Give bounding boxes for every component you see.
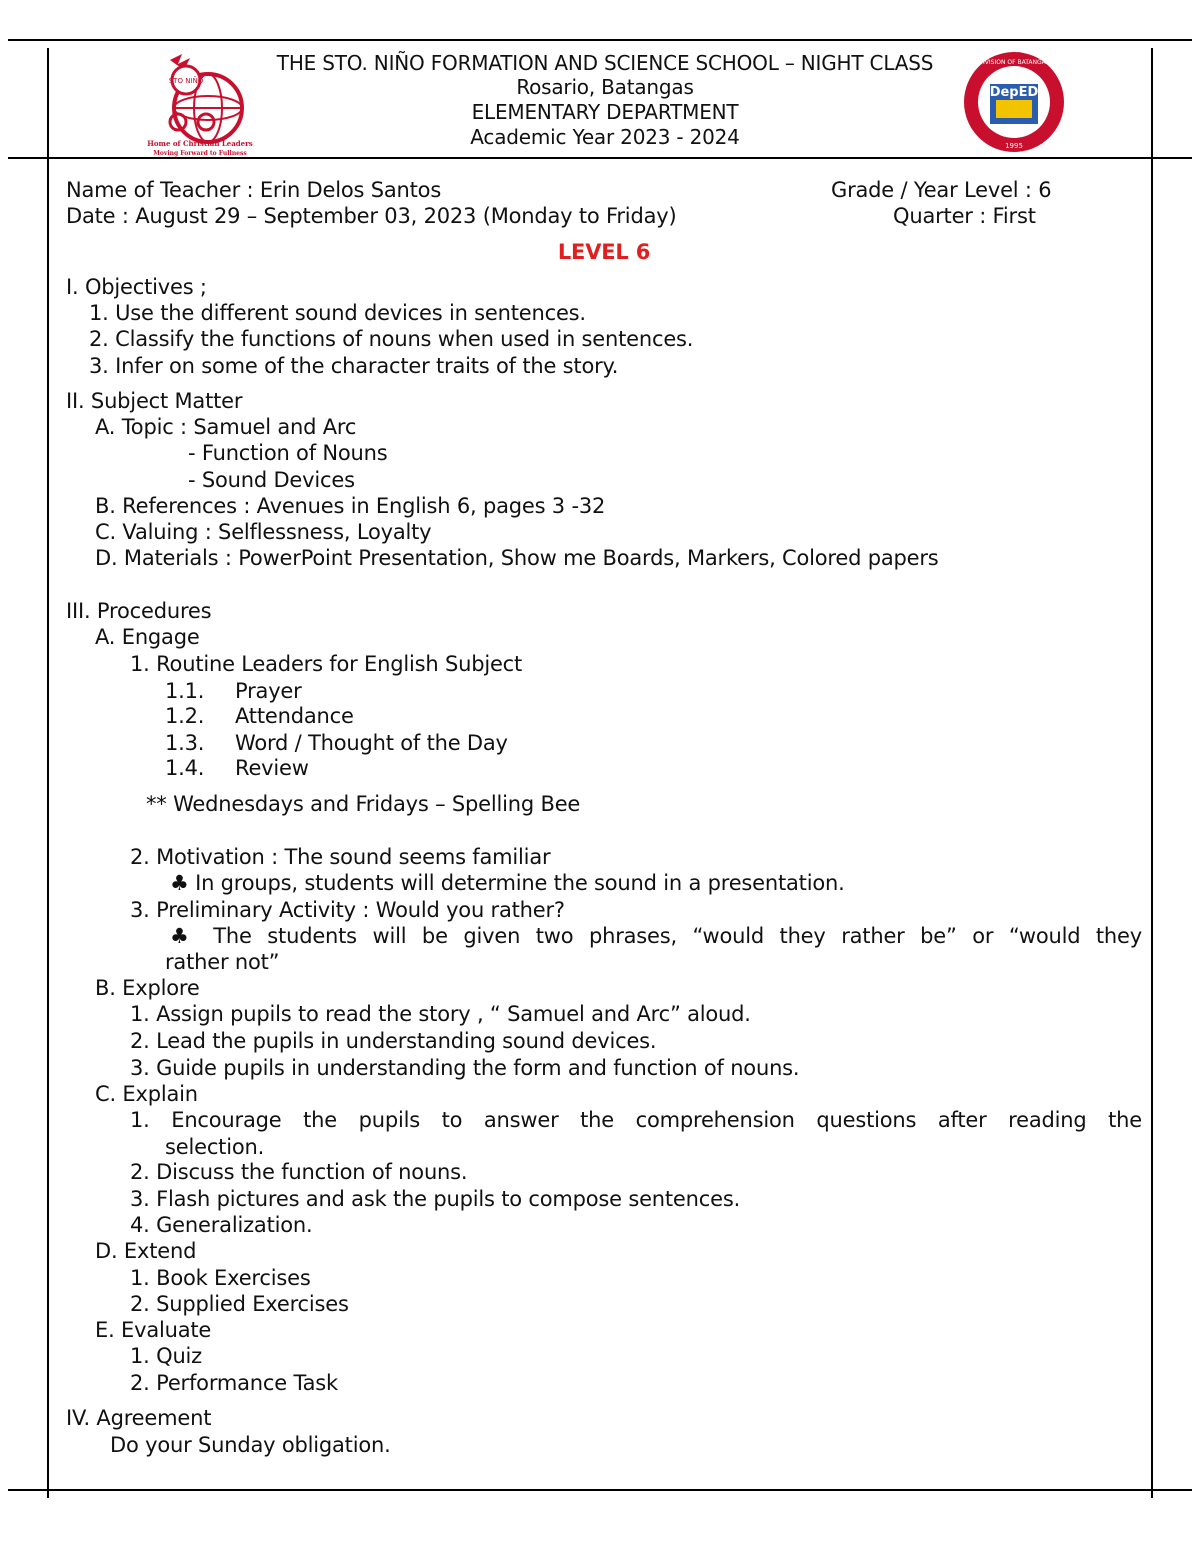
explore-item: 3. Guide pupils in understanding the form and function of nouns. bbox=[130, 1056, 800, 1080]
extend-label: D. Extend bbox=[95, 1239, 197, 1263]
engage-label: A. Engage bbox=[95, 625, 200, 649]
explore-label: B. Explore bbox=[95, 976, 200, 1000]
explain-item: 3. Flash pictures and ask the pupils to compose sentences. bbox=[130, 1187, 741, 1211]
engage-detail: ♣ The students will be given two phrases, “would they rather be” or “would they bbox=[170, 924, 1142, 948]
explain-label: C. Explain bbox=[95, 1082, 198, 1106]
quarter: Quarter : First bbox=[893, 204, 1036, 228]
routine-num: 1.3. bbox=[165, 731, 205, 755]
objective-item: 3. Infer on some of the character traits of the story. bbox=[89, 354, 619, 378]
grade-level: Grade / Year Level : 6 bbox=[831, 178, 1052, 202]
objective-item: 1. Use the different sound devices in sentences. bbox=[89, 301, 586, 325]
routine-num: 1.2. bbox=[165, 704, 205, 728]
evaluate-item: 1. Quiz bbox=[130, 1344, 203, 1368]
references: B. References : Avenues in English 6, pages 3 -32 bbox=[95, 494, 606, 518]
routine-text: Word / Thought of the Day bbox=[235, 731, 508, 755]
topic-sub: - Function of Nouns bbox=[188, 441, 388, 465]
explain-item: 2. Discuss the function of nouns. bbox=[130, 1160, 468, 1184]
routine-text: Review bbox=[235, 756, 309, 780]
school-name: THE STO. NIÑO FORMATION AND SCIENCE SCHOOL – NIGHT CLASS bbox=[276, 51, 934, 75]
agreement-heading: IV. Agreement bbox=[66, 1406, 212, 1430]
topic-sub: - Sound Devices bbox=[188, 468, 355, 492]
engage-detail-cont: rather not” bbox=[165, 950, 280, 974]
bottom-border bbox=[8, 1489, 1192, 1491]
engage-item: 3. Preliminary Activity : Would you rather? bbox=[130, 898, 565, 922]
extend-item: 1. Book Exercises bbox=[130, 1266, 311, 1290]
objectives-heading: I. Objectives ; bbox=[66, 275, 207, 299]
topic: A. Topic : Samuel and Arc bbox=[95, 415, 357, 439]
academic-year: Academic Year 2023 - 2024 bbox=[470, 125, 740, 149]
explore-item: 1. Assign pupils to read the story , “ Samuel and Arc” aloud. bbox=[130, 1002, 751, 1026]
routine-text: Prayer bbox=[235, 679, 302, 703]
spelling-bee-note: ** Wednesdays and Fridays – Spelling Bee bbox=[146, 792, 581, 816]
deped-ring-text: DIVISION OF BATANGAS bbox=[978, 59, 1050, 66]
engage-detail: ♣ In groups, students will determine the sound in a presentation. bbox=[170, 871, 845, 895]
routine-num: 1.4. bbox=[165, 756, 205, 780]
explain-item: 1. Encourage the pupils to answer the comprehension questions after reading the bbox=[130, 1108, 1142, 1132]
lesson-date: Date : August 29 – September 03, 2023 (Monday to Friday) bbox=[66, 204, 677, 228]
engage-item: 2. Motivation : The sound seems familiar bbox=[130, 845, 551, 869]
explain-item: 4. Generalization. bbox=[130, 1213, 313, 1237]
evaluate-label: E. Evaluate bbox=[95, 1318, 212, 1342]
engage-item: 1. Routine Leaders for English Subject bbox=[130, 652, 523, 676]
deped-year: 1995 bbox=[1005, 142, 1023, 150]
routine-num: 1.1. bbox=[165, 679, 205, 703]
agreement-text: Do your Sunday obligation. bbox=[110, 1433, 391, 1457]
department: ELEMENTARY DEPARTMENT bbox=[471, 100, 739, 124]
subject-matter-heading: II. Subject Matter bbox=[66, 389, 243, 413]
logo-motto-2: Moving Forward to Fullness bbox=[153, 150, 247, 157]
school-location: Rosario, Batangas bbox=[516, 75, 694, 99]
top-border bbox=[8, 39, 1192, 41]
right-border bbox=[1151, 48, 1153, 1498]
materials: D. Materials : PowerPoint Presentation, Show me Boards, Markers, Colored papers bbox=[95, 546, 939, 570]
extend-item: 2. Supplied Exercises bbox=[130, 1292, 349, 1316]
routine-text: Attendance bbox=[235, 704, 354, 728]
logo-top-text: STO NIÑO bbox=[168, 77, 204, 85]
left-border bbox=[47, 48, 49, 1498]
objective-item: 2. Classify the functions of nouns when used in sentences. bbox=[89, 327, 694, 351]
teacher-name: Name of Teacher : Erin Delos Santos bbox=[66, 178, 442, 202]
explore-item: 2. Lead the pupils in understanding sound devices. bbox=[130, 1029, 657, 1053]
procedures-heading: III. Procedures bbox=[66, 599, 212, 623]
evaluate-item: 2. Performance Task bbox=[130, 1371, 338, 1395]
explain-item-cont: selection. bbox=[165, 1135, 265, 1159]
level-title: LEVEL 6 bbox=[557, 240, 651, 264]
logo-motto-1: Home of Christian Leaders bbox=[147, 139, 253, 148]
deped-text: DepED bbox=[989, 85, 1039, 100]
valuing: C. Valuing : Selflessness, Loyalty bbox=[95, 520, 432, 544]
